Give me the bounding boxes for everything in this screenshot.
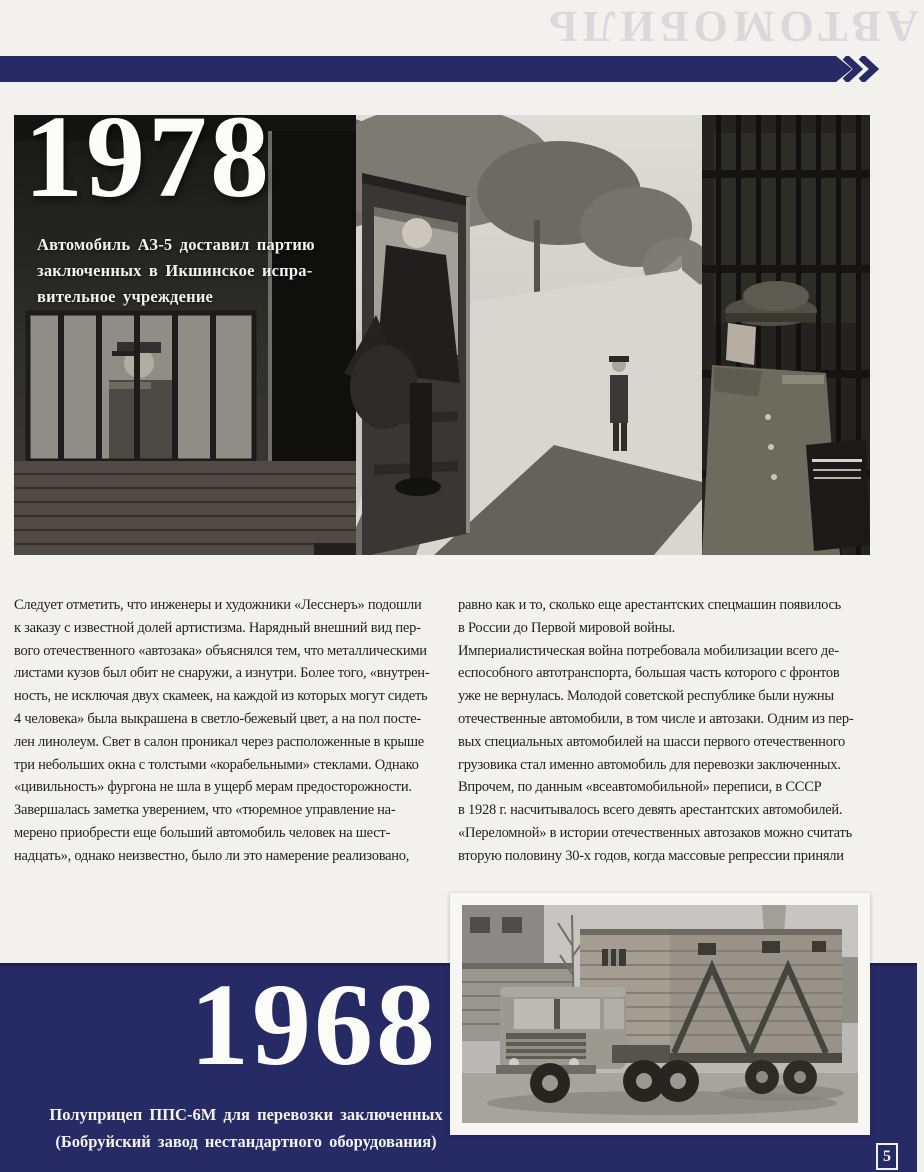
body-line: вых специальных автомобилей на шасси первого отечественного — [458, 733, 846, 750]
article-right-column — [458, 594, 870, 868]
caption-line: (Бобруйский завод нестандартного оборудования) — [55, 1132, 437, 1151]
body-line: «Переломной» в истории отечественных автозаков можно считать — [458, 824, 852, 841]
body-line: вого отечественного «автозака» объяснялся тем, что металлическими — [14, 642, 427, 659]
body-line: равно как и то, сколько еще арестантских спецмашин появилось — [458, 597, 841, 613]
double-chevron-right-icon — [0, 56, 880, 82]
article-body — [14, 594, 870, 884]
body-line: Впрочем, по данным «всеавтомобильной» переписи, в СССР — [458, 779, 822, 796]
body-line: грузовика стал именно автомобиль для перевозки заключенных. — [458, 756, 841, 773]
year-label-1968: 1968 — [190, 959, 438, 1090]
body-line: надцать», однако неизвестно, было ли это намерение реализовано, — [14, 847, 410, 864]
body-line: к заказу с известной долей артистизма. Нарядный внешний вид пер- — [14, 619, 421, 636]
body-line: «цивильность» фургона не шла в ущерб мерам предосторожности. — [14, 779, 412, 796]
body-line: листами кузов был обит не снаружи, а изнутри. Более того, «внутрен- — [14, 665, 430, 682]
body-line: Следует отметить, что инженеры и художники «Лесснеръ» подошли — [14, 597, 422, 613]
body-line: в России до Первой мировой войны. — [458, 619, 676, 636]
body-line: еспособного автотранспорта, большая часть которого с фронтов — [458, 665, 840, 682]
body-line: лен линолеум. Свет в салон проникал через расположенные в крыше — [14, 733, 424, 750]
photo-1968-scene — [462, 905, 858, 1123]
body-line: мерено приобрести еще больший автомобиль человек на шест- — [14, 824, 391, 841]
body-line: в 1928 г. насчитывалось всего девять арестантских автомобилей. — [458, 802, 843, 819]
article-left-column — [14, 594, 446, 868]
caption-line: вительное учреждение — [37, 287, 214, 306]
body-line: три небольших окна с толстыми «корабельными» стеклами. Однако — [14, 756, 419, 773]
body-line: Завершалась заметка уверением, что «тюремное управление на- — [14, 802, 396, 819]
body-line: Империалистическая война потребовала мобилизации всего де- — [458, 642, 839, 659]
body-line: 4 человека» была выкрашена в светло-бежевый цвет, а на пол посте- — [14, 710, 422, 727]
caption-line: заключенных в Икшинское испра- — [37, 261, 313, 280]
photo-1968-semitrailer — [450, 893, 870, 1135]
page-number-badge: 5 — [876, 1143, 898, 1170]
body-line: вторую половину 30-х годов, когда массовые репрессии приняли — [458, 847, 844, 864]
photo-1968-caption — [42, 1101, 450, 1155]
caption-line: Автомобиль АЗ-5 доставил партию — [37, 235, 315, 254]
body-line: отечественные автомобили, в том числе и автозаки. Одним из пер- — [458, 710, 854, 727]
caption-line: Полуприцеп ППС-6М для перевозки заключенных — [49, 1105, 443, 1124]
showthrough-title: АВТОМОБИЛЬ — [543, 2, 918, 51]
year-label-1978: 1978 — [24, 91, 272, 222]
body-line: уже не вернулась. Молодой советской республике были нужны — [458, 688, 834, 705]
photo-1978-caption — [37, 232, 315, 310]
body-line: ность, не исключая двух скамеек, на каждой из которых могут сидеть — [14, 688, 428, 705]
photo-1978-prison-van — [14, 91, 870, 555]
